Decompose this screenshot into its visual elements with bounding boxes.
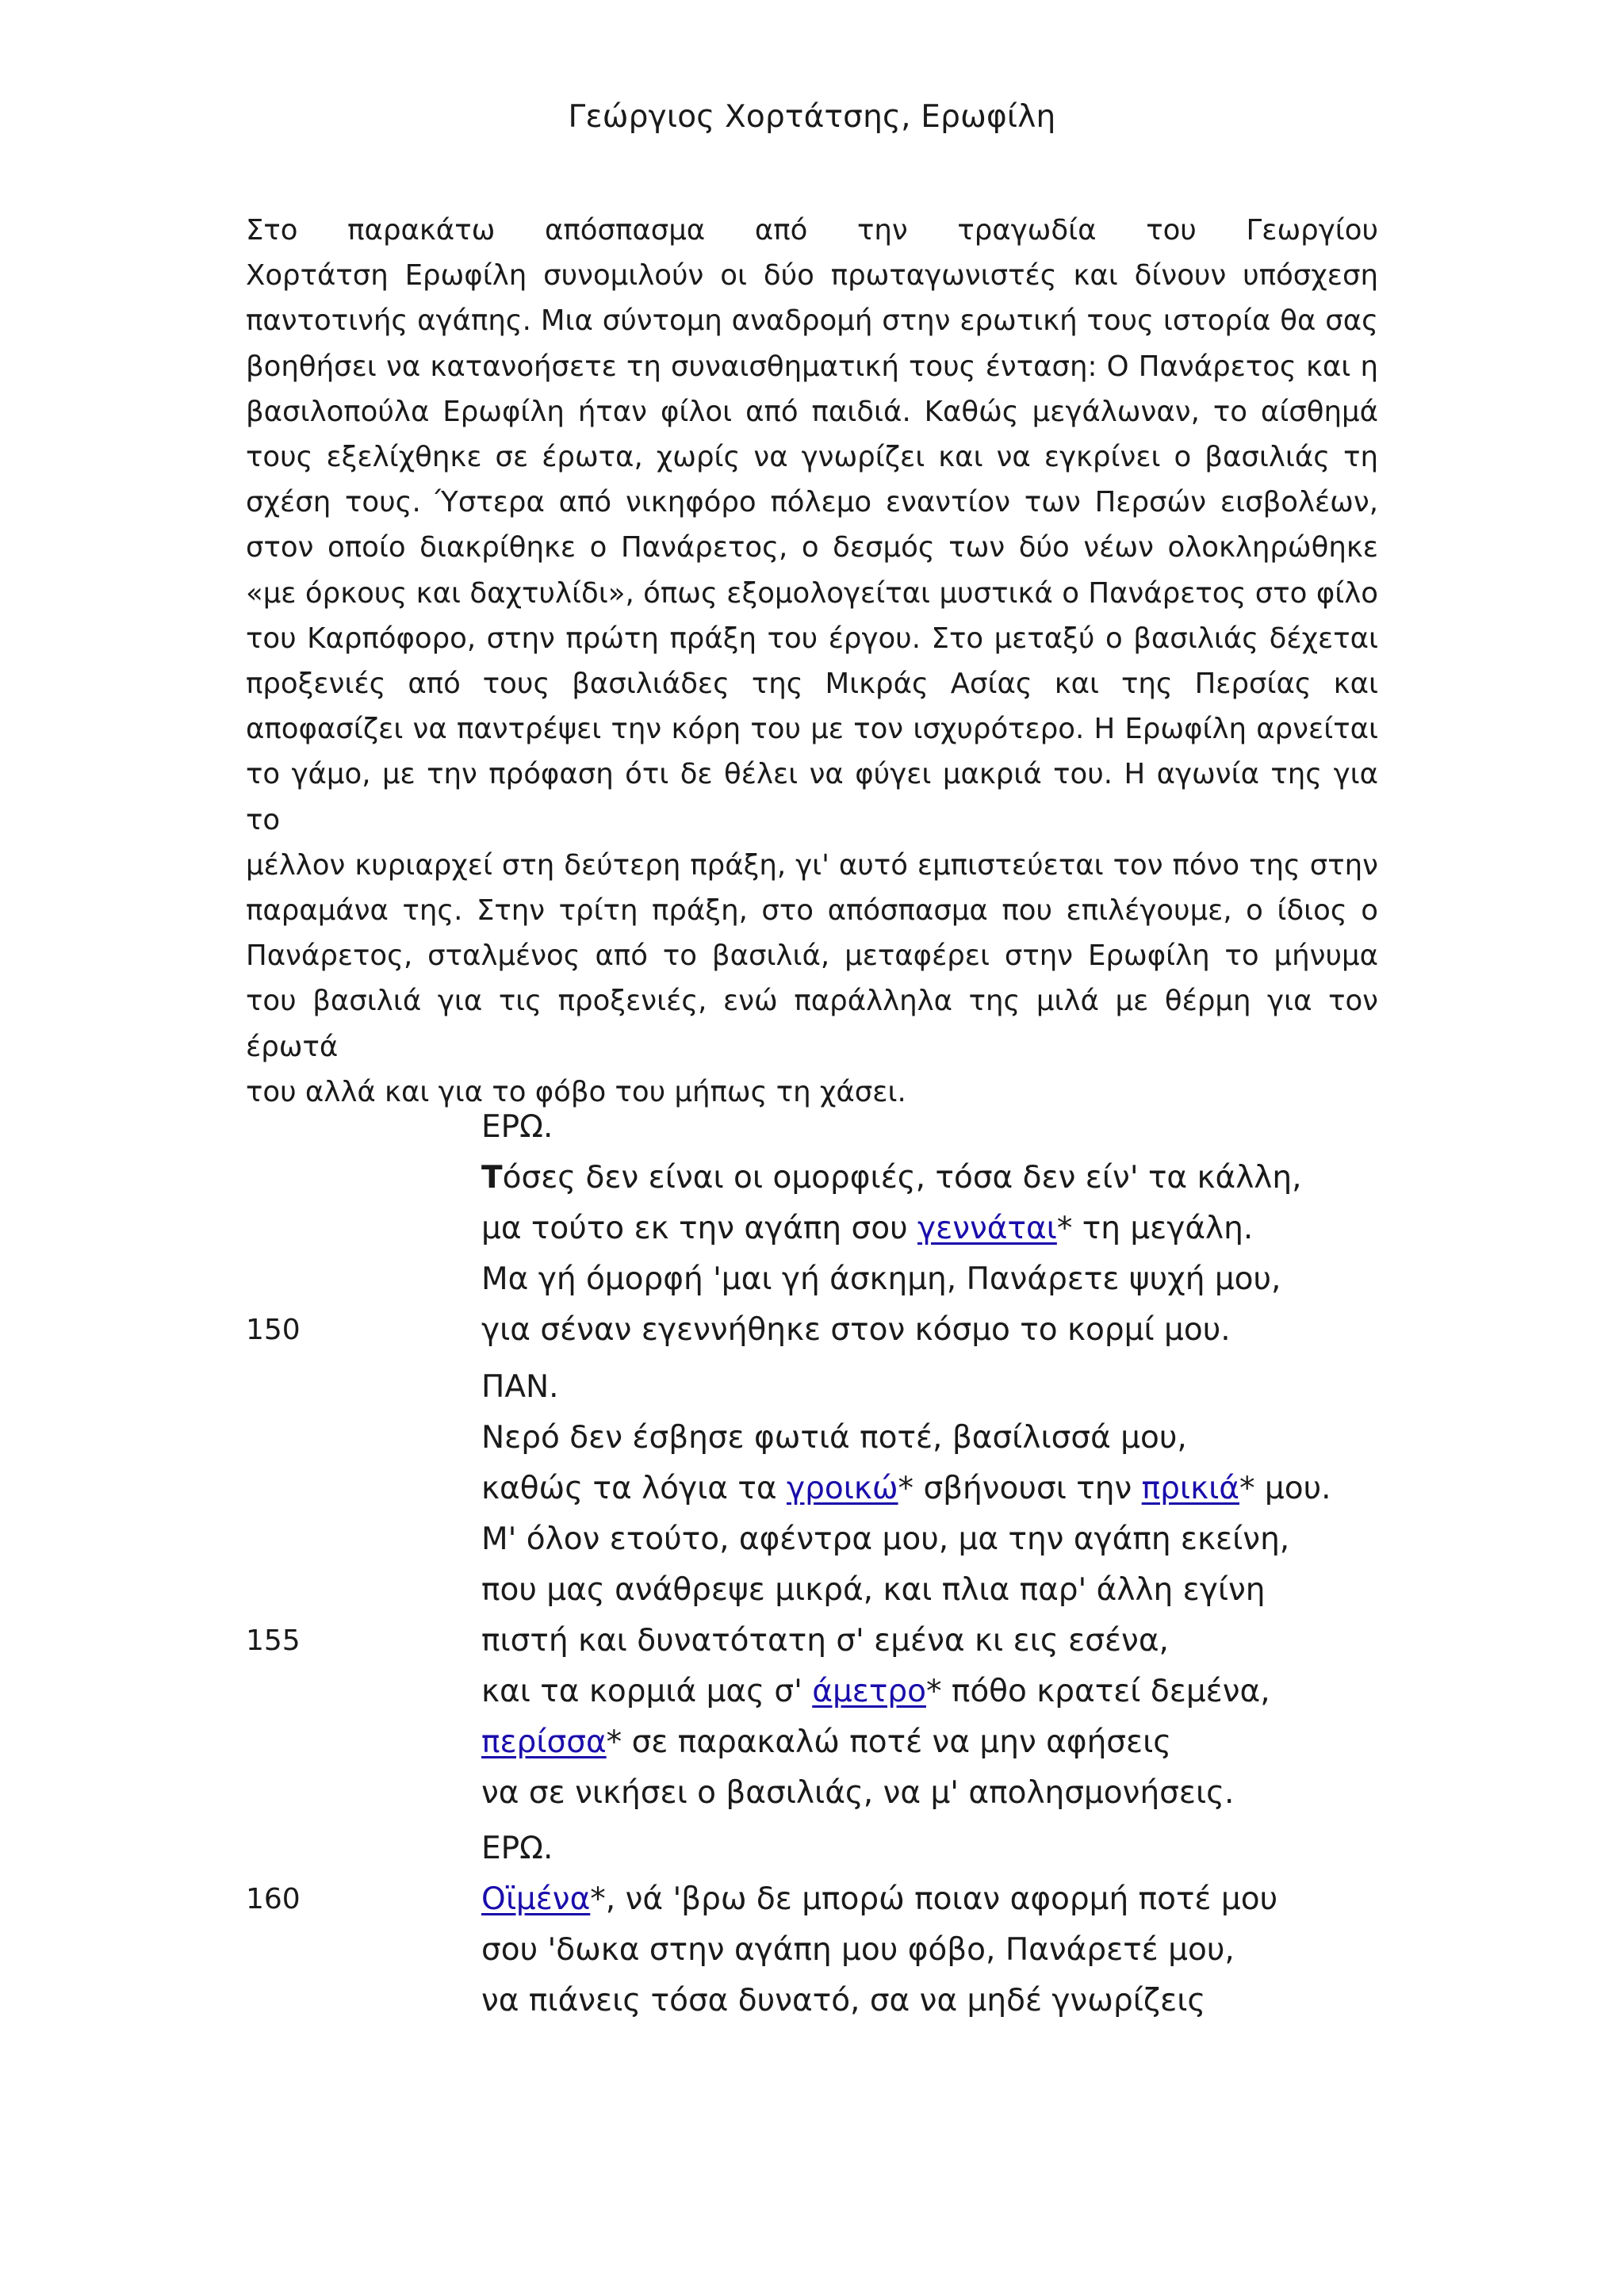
verse-line: να σε νικήσει ο βασιλιάς, να μ' απολησμονήσεις. bbox=[481, 1775, 1235, 1811]
intro-line: του Καρπόφορο, στην πρώτη πράξη του έργου. Στο μεταξύ ο βασιλιάς δέχεται bbox=[246, 622, 1378, 655]
intro-line: αποφασίζει να παντρέψει την κόρη του με τον ισχυρότερο. Η Ερωφίλη αρνείται bbox=[246, 713, 1378, 746]
verse-line: καθώς τα λόγια τα γροικώ* σβήνουσι την πρικιά* μου. bbox=[481, 1471, 1331, 1506]
verse-line: περίσσα* σε παρακαλώ ποτέ να μην αφήσεις bbox=[481, 1724, 1172, 1760]
speaker-label: ΕΡΩ. bbox=[481, 1109, 553, 1145]
verse-line: να πιάνεις τόσα δυνατό, σα να μηδέ γνωρίζεις bbox=[481, 1983, 1206, 2019]
intro-line: παντοτινής αγάπης. Μια σύντομη αναδρομή στην ερωτική τους ιστορία θα σας bbox=[246, 304, 1378, 338]
intro-line: παραμάνα της. Στην τρίτη πράξη, στο απόσπασμα που επιλέγουμε, ο ίδιος ο bbox=[246, 894, 1378, 928]
verse-line: 150 για σέναν εγεννήθηκε στον κόσμο το κορμί μου. bbox=[0, 1305, 1624, 1356]
intro-line: του βασιλιά για τις προξενιές, ενώ παράλληλα της μιλά με θέρμη για τον έρωτά bbox=[246, 985, 1378, 1063]
verse-line: Μ' όλον ετούτο, αφέντρα μου, μα την αγάπη εκείνη, bbox=[481, 1521, 1290, 1557]
intro-paragraph bbox=[246, 208, 1378, 1115]
line-number: 150 bbox=[246, 1314, 301, 1346]
intro-line: βοηθήσει να κατανοήσετε τη συναισθηματική τους ένταση: Ο Πανάρετος και η bbox=[246, 350, 1378, 383]
intro-line: προξενιές από τους βασιλιάδες της Μικράς Ασίας και της Περσίας και bbox=[246, 668, 1378, 701]
speaker-label: ΕΡΩ. bbox=[481, 1831, 553, 1866]
speaker-label: ΠΑΝ. bbox=[481, 1369, 559, 1405]
verse-line: 160 Οϊμένα*, νά 'βρω δε μπορώ ποιαν αφορμή ποτέ μου bbox=[0, 1874, 1624, 1925]
page-title: Γεώργιος Χορτάτσης, Ερωφίλη bbox=[568, 99, 1056, 135]
intro-line: Πανάρετος, σταλμένος από το βασιλιά, μεταφέρει στην Ερωφίλη το μήνυμα bbox=[246, 939, 1378, 973]
gloss-link-ametro[interactable]: άμετρο bbox=[812, 1674, 926, 1709]
intro-line: βασιλοπούλα Ερωφίλη ήταν φίλοι από παιδιά. Καθώς μεγάλωναν, το αίσθημά bbox=[246, 395, 1378, 428]
gloss-link-oimena[interactable]: Οϊμένα bbox=[481, 1881, 591, 1917]
intro-line: τους εξελίχθηκε σε έρωτα, χωρίς να γνωρίζει και να εγκρίνει ο βασιλιάς τη bbox=[246, 441, 1378, 474]
intro-line: το γάμο, με την πρόφαση ότι δε θέλει να φύγει μακριά του. Η αγωνία της για το bbox=[246, 758, 1378, 836]
verse-line: που μας ανάθρεψε μικρά, και πλια παρ' άλλη εγίνη bbox=[481, 1572, 1266, 1608]
verse-line: Μα γή όμορφή 'μαι γή άσκημη, Πανάρετε ψυχή μου, bbox=[481, 1261, 1281, 1297]
dialogue-block-erofili-2 bbox=[0, 1823, 1624, 2026]
intro-line: Χορτάτση Ερωφίλη συνομιλούν οι δύο πρωταγωνιστές και δίνουν υπόσχεση bbox=[246, 259, 1378, 293]
intro-line: Στο παρακάτω απόσπασμα από την τραγωδία του Γεωργίου bbox=[246, 214, 1378, 247]
intro-line: «με όρκους και δαχτυλίδι», όπως εξομολογείται μυστικά ο Πανάρετος στο φίλο bbox=[246, 576, 1378, 610]
intro-line: του αλλά και για το φόβο του μήπως τη χάσει. bbox=[246, 1075, 906, 1108]
line-number: 155 bbox=[246, 1624, 301, 1657]
drop-initial: Τ bbox=[481, 1160, 503, 1196]
verse-line: μα τούτο εκ την αγάπη σου γεννάται* τη μεγάλη. bbox=[481, 1211, 1254, 1246]
gloss-link-perissa[interactable]: περίσσα bbox=[481, 1724, 607, 1760]
intro-line: σχέση τους. Ύστερα από νικηφόρο πόλεμο εναντίον των Περσών εισβολέων, bbox=[246, 486, 1378, 519]
line-number: 160 bbox=[246, 1883, 301, 1915]
verse-line: Νερό δεν έσβησε φωτιά ποτέ, βασίλισσά μου, bbox=[481, 1420, 1187, 1456]
gloss-link-prikia[interactable]: πρικιά bbox=[1141, 1471, 1239, 1506]
intro-line: στον οποίο διακρίθηκε ο Πανάρετος, ο δεσμός των δύο νέων ολοκληρώθηκε bbox=[246, 531, 1378, 564]
intro-line: μέλλον κυριαρχεί στη δεύτερη πράξη, γι' αυτό εμπιστεύεται τον πόνο της στην bbox=[246, 848, 1378, 882]
dialogue-block-erofili-1 bbox=[0, 1102, 1624, 1356]
dialogue-block-panaretos bbox=[0, 1362, 1624, 1819]
verse-line: Τόσες δεν είναι οι ομορφιές, τόσα δεν είν' τα κάλλη, bbox=[481, 1160, 1302, 1196]
gloss-link-gennatai[interactable]: γεννάται bbox=[917, 1211, 1057, 1246]
verse-line: σου 'δωκα στην αγάπη μου φόβο, Πανάρετέ μου, bbox=[481, 1932, 1235, 1968]
verse-line: και τα κορμιά μας σ' άμετρο* πόθο κρατεί δεμένα, bbox=[481, 1674, 1270, 1709]
verse-line: 155 πιστή και δυνατότατη σ' εμένα κι εις εσένα, bbox=[0, 1616, 1624, 1667]
gloss-link-groiko[interactable]: γροικώ bbox=[787, 1471, 898, 1506]
